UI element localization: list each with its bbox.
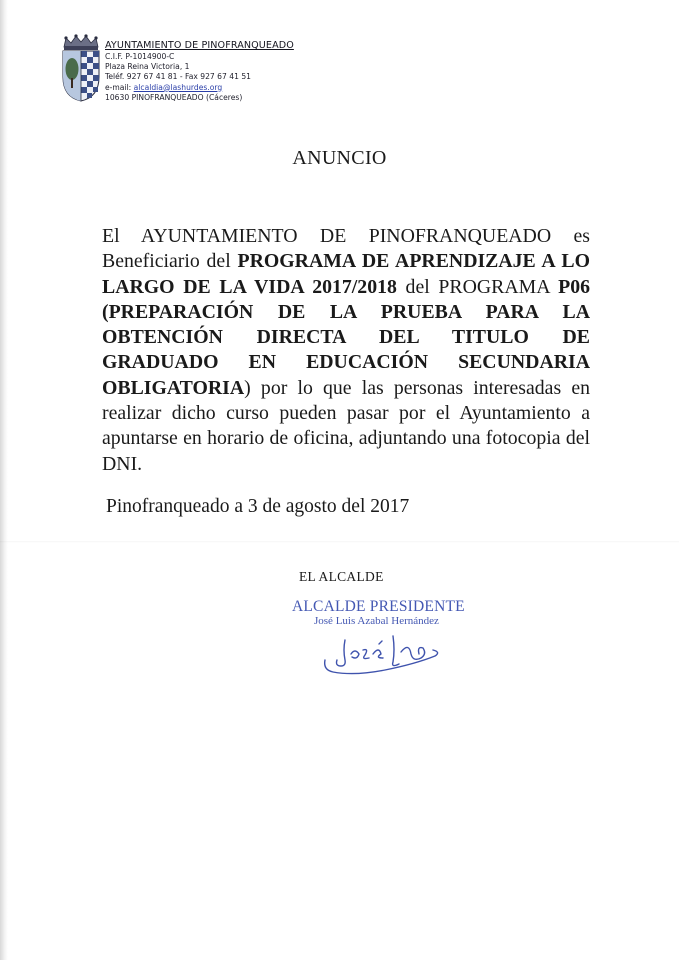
signatory-role: EL ALCALDE	[299, 569, 384, 584]
email-line	[105, 83, 294, 93]
coat-of-arms-icon	[60, 33, 102, 103]
page-title: ANUNCIO	[292, 147, 387, 169]
org-name: AYUNTAMIENTO DE PINOFRANQUEADO	[105, 40, 294, 51]
body-bold-1: PROGRAMA DE APRENDIZAJE A LO LARGO DE LA VIDA 2017/2018	[102, 250, 590, 298]
cif-line: C.I.F. P-1014900-C	[105, 52, 175, 61]
email-label: e-mail:	[105, 82, 134, 92]
letterhead	[105, 40, 294, 103]
body-text-3: ) por lo que las personas interesadas en realizar dicho curso pueden pasar por el Ayuntamiento a apuntarse en horario de oficina, adjuntando una fotocopia del DNI.	[102, 376, 590, 475]
body-bold-2: P06 (PREPARACIÓN DE LA PRUEBA PARA LA OBTENCIÓN DIRECTA DEL TITULO DE GRADUADO EN EDUCACIÓN SECUNDARIA OBLIGATORIA	[102, 275, 590, 399]
handwritten-signature	[315, 630, 445, 678]
address-line: Plaza Reina Victoria, 1	[105, 62, 190, 72]
announcement-body	[102, 224, 590, 477]
email-link[interactable]: alcaldia@lashurdes.org	[133, 82, 223, 92]
body-text-2: del PROGRAMA	[396, 275, 559, 298]
scan-edge-shadow	[0, 0, 8, 960]
body-text-1: El AYUNTAMIENTO DE PINOFRANQUEADO es Beneficiario del	[102, 225, 590, 273]
paper-fold-line	[0, 541, 679, 543]
stamp-title: ALCALDE PRESIDENTE	[292, 598, 465, 615]
phone-line: Teléf. 927 67 41 81 - Fax 927 67 41 51	[105, 72, 251, 82]
postal-line: 10630 PINOFRANQUEADO (Cáceres)	[105, 92, 243, 102]
date-line: Pinofranqueado a 3 de agosto del 2017	[106, 496, 410, 517]
stamp-name: José Luis Azabal Hernández	[314, 615, 439, 627]
